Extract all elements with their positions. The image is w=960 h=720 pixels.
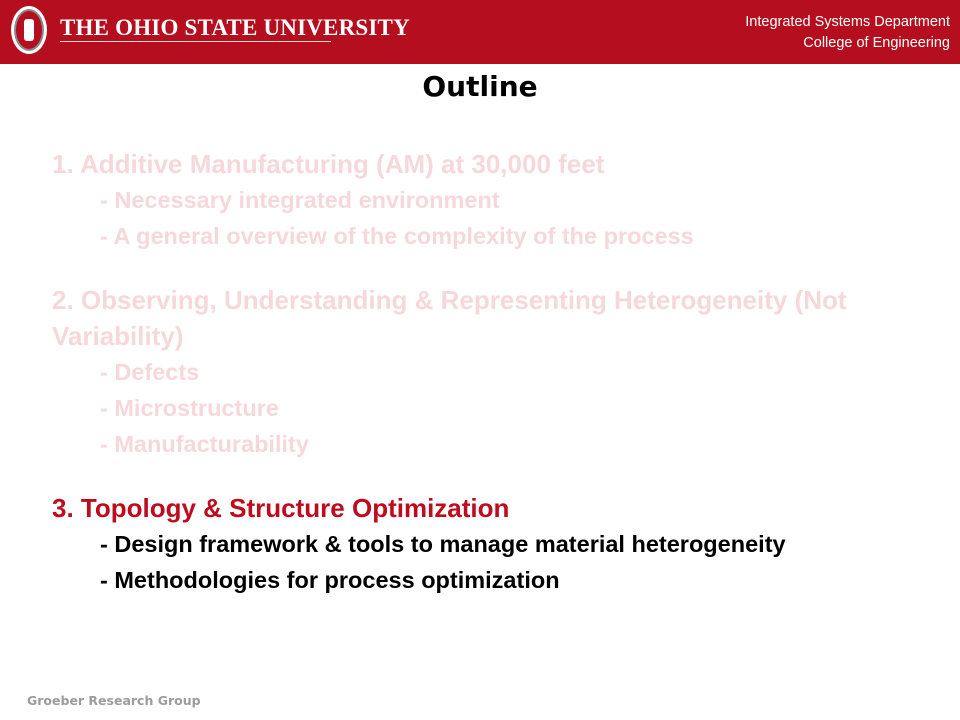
section-item: - Microstructure	[100, 395, 279, 421]
footer-group-name: Groeber Research Group	[27, 693, 201, 708]
college-name: College of Engineering	[803, 35, 950, 51]
department-name: Integrated Systems Department	[745, 14, 950, 30]
section-item: - Methodologies for process optimization	[100, 567, 560, 593]
section-item: - Defects	[100, 359, 200, 385]
outline-list	[52, 146, 932, 598]
header-bar	[0, 0, 960, 64]
section-item: - Manufacturability	[100, 431, 309, 457]
department-info	[745, 12, 950, 54]
block-o-logo-icon	[10, 5, 48, 55]
university-wordmark: THE OHIO STATE UNIVERSITY	[60, 15, 410, 40]
slide-title: Outline	[422, 70, 538, 103]
section-heading: 3. Topology & Structure Optimization	[52, 493, 510, 523]
section-heading: 2. Observing, Understanding & Representing Heterogeneity (Not Variability)	[52, 285, 847, 351]
section-item: - Design framework & tools to manage material heterogeneity	[100, 531, 786, 557]
outline-section-2	[52, 282, 932, 462]
section-heading: 1. Additive Manufacturing (AM) at 30,000 feet	[52, 149, 605, 179]
section-item: - Necessary integrated environment	[100, 187, 500, 213]
outline-section-3-active	[52, 490, 932, 598]
wordmark-underline	[60, 41, 331, 42]
section-item: - A general overview of the complexity of the process	[100, 223, 694, 249]
outline-section-1	[52, 146, 932, 254]
